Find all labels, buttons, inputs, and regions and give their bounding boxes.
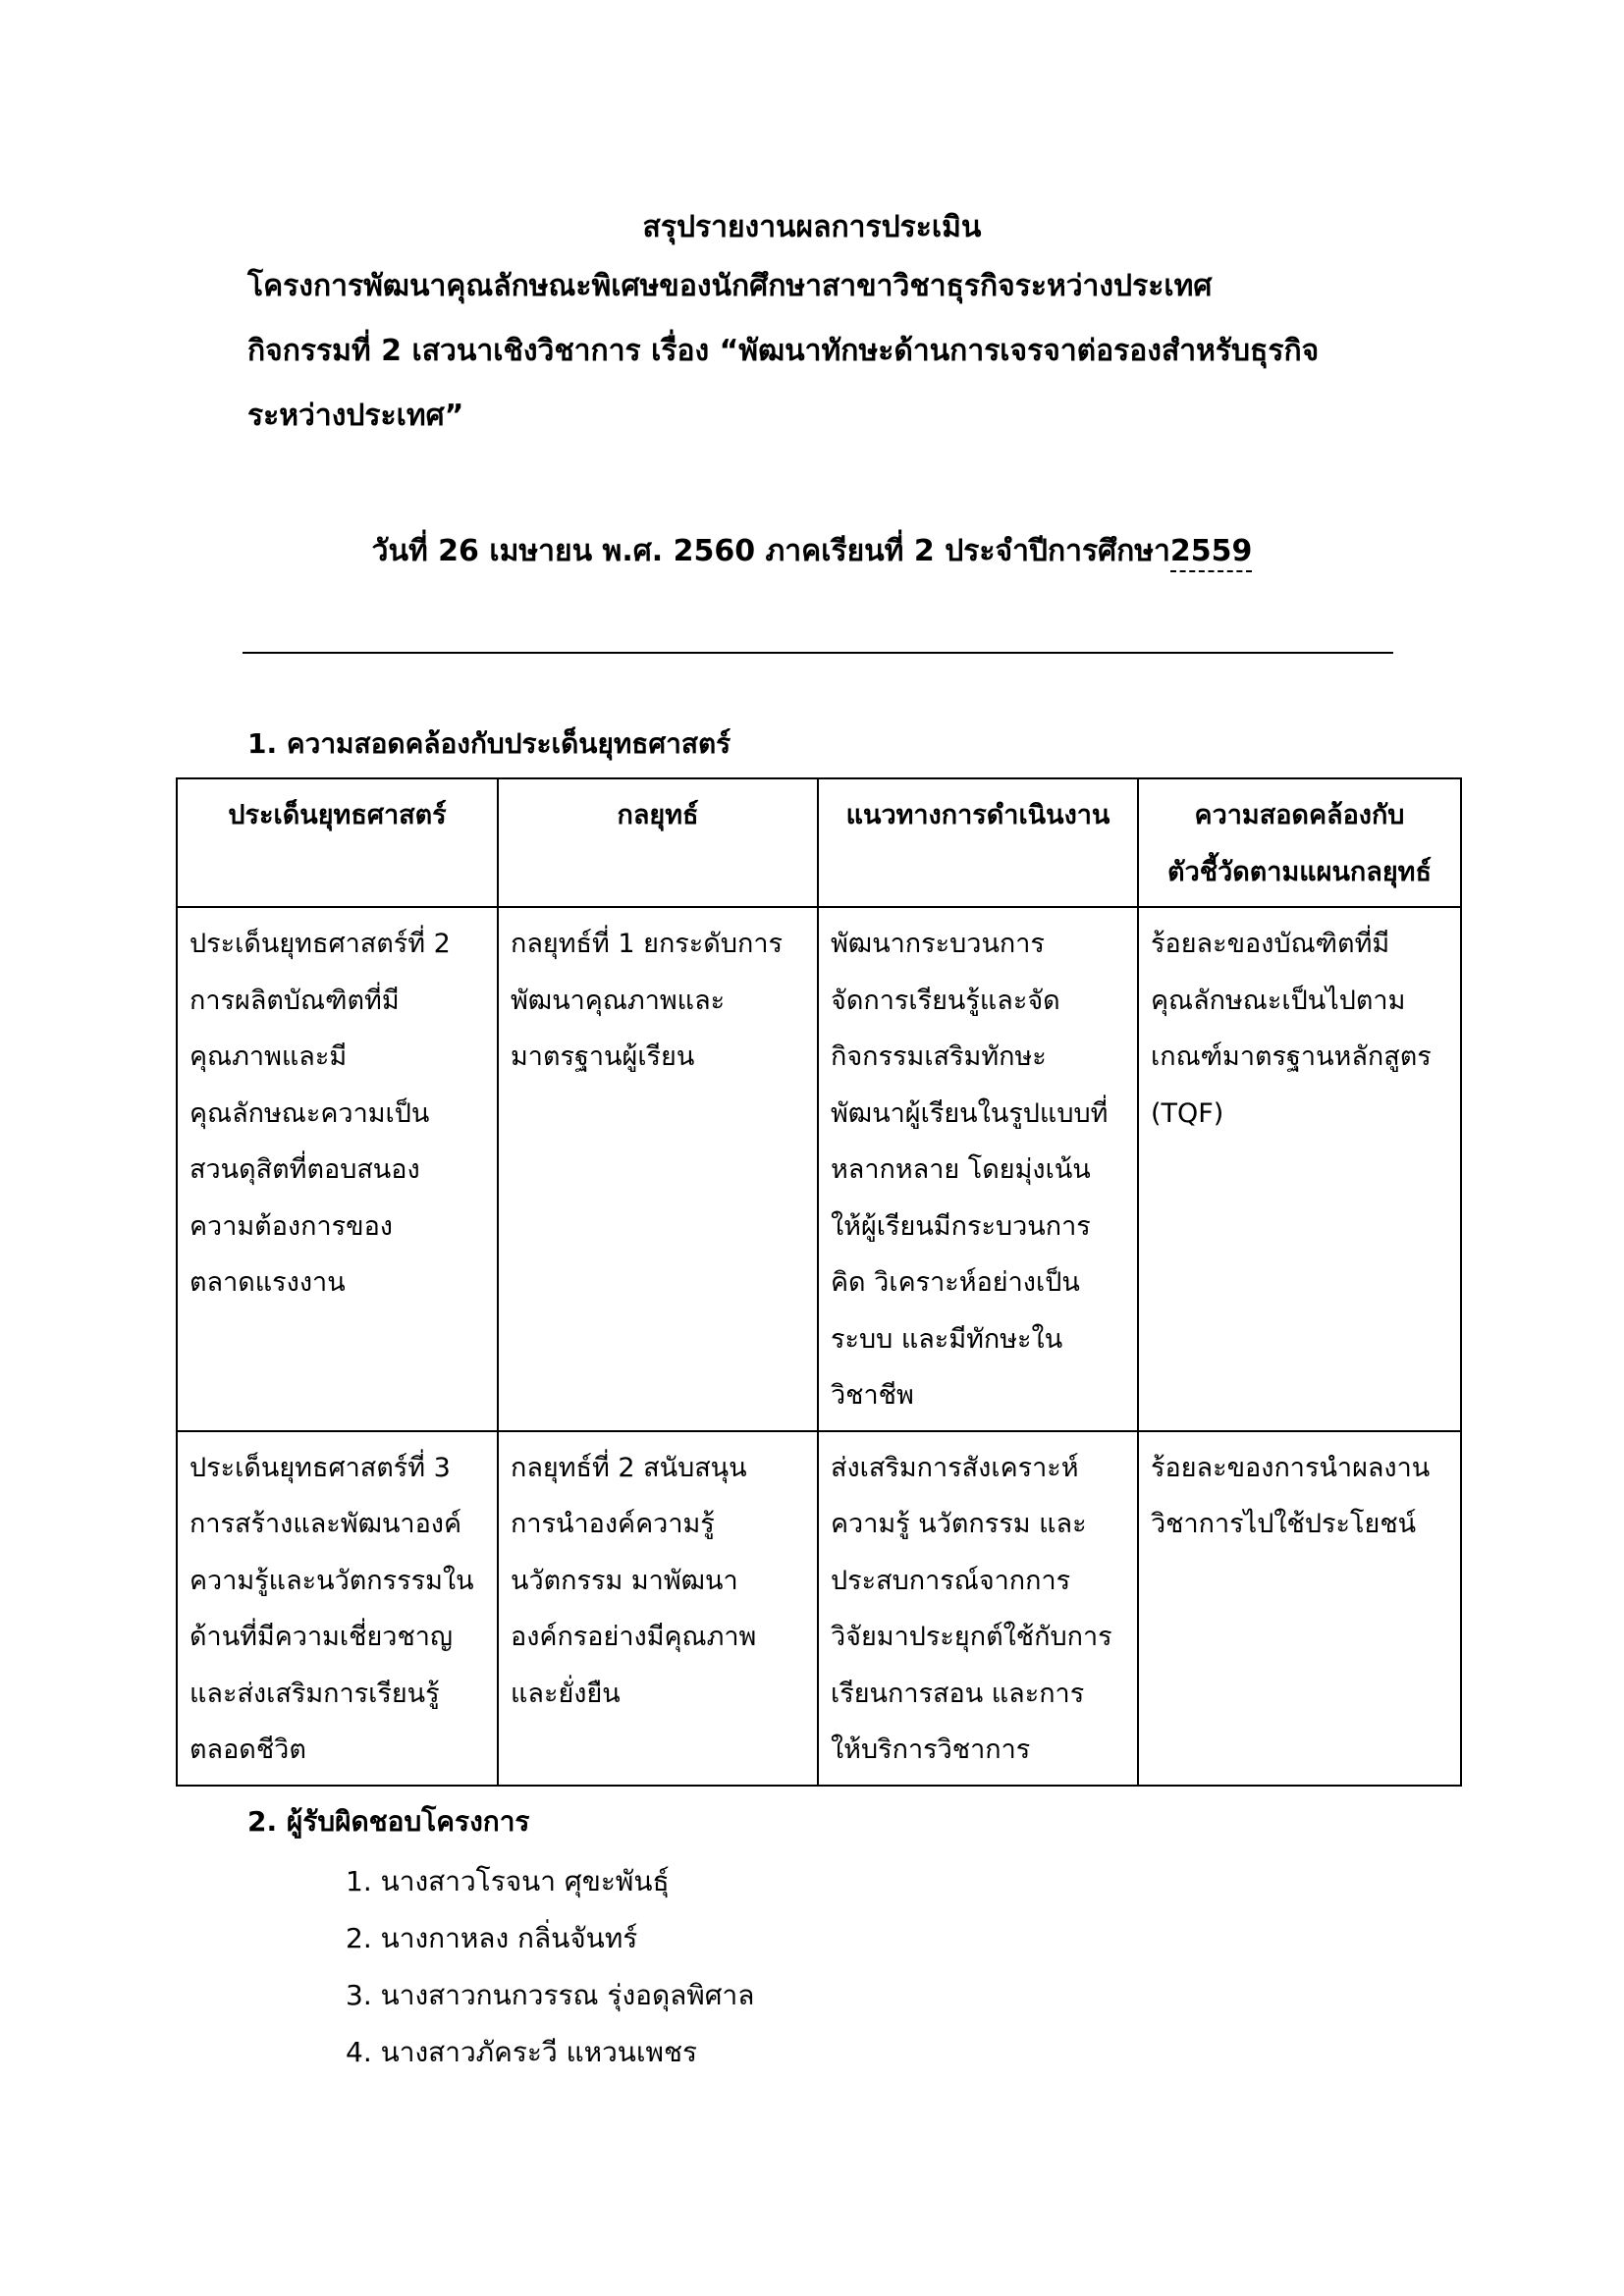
table-header-row bbox=[177, 778, 1461, 907]
list-item: 4. นางสาวภัคระวี แหวนเพชร bbox=[346, 2036, 698, 2068]
table-row bbox=[177, 907, 1461, 1431]
table-row bbox=[177, 1431, 1461, 1786]
column-header-approach: แนวทางการดำเนินงาน bbox=[818, 778, 1138, 907]
event-date bbox=[0, 532, 1624, 571]
cell-strategy: กลยุทธ์ที่ 2 สนับสนุน การนำองค์ความรู้ นวัตกรรม มาพัฒนา องค์กรอย่างมีคุณภาพ และยั่งยืน bbox=[498, 1431, 818, 1786]
cell-indicator: ร้อยละของการนำผลงาน วิชาการไปใช้ประโยชน์ bbox=[1138, 1431, 1461, 1786]
divider-line bbox=[243, 652, 1393, 654]
cell-issue: ประเด็นยุทธศาสตร์ที่ 3 การสร้างและพัฒนาองค์ ความรู้และนวัตกรรรมใน ด้านที่มีความเชี่ยวชาญ และส่งเสริมการเรียนรู้ ตลอดชีวิต bbox=[177, 1431, 498, 1786]
column-header-indicator: ความสอดคล้องกับ ตัวชี้วัดตามแผนกลยุทธ์ bbox=[1138, 778, 1461, 907]
responsible-persons-list bbox=[346, 1853, 754, 2081]
column-header-issue: ประเด็นยุทธศาสตร์ bbox=[177, 778, 498, 907]
report-title: สรุปรายงานผลการประเมิน bbox=[642, 210, 982, 244]
activity-title-line-1: กิจกรรมที่ 2 เสวนาเชิงวิชาการ เรื่อง “พัฒนาทักษะด้านการเจรจาต่อรองสำหรับธุรกิจ bbox=[247, 334, 1320, 368]
cell-indicator: ร้อยละของบัณฑิตที่มี คุณลักษณะเป็นไปตาม เกณฑ์มาตรฐานหลักสูตร (TQF) bbox=[1138, 907, 1461, 1431]
section-2-heading: 2. ผู้รับผิดชอบโครงการ bbox=[247, 1805, 530, 1838]
cell-approach: พัฒนากระบวนการ จัดการเรียนรู้และจัด กิจกรรมเสริมทักษะ พัฒนาผู้เรียนในรูปแบบที่ หลากหลาย โดยมุ่งเน้น ให้ผู้เรียนมีกระบวนการ คิด วิเคราะห์อย่างเป็น ระบบ และมีทักษะใน วิชาชีพ bbox=[818, 907, 1138, 1431]
cell-approach: ส่งเสริมการสังเคราะห์ ความรู้ นวัตกรรม และ ประสบการณ์จากการ วิจัยมาประยุกต์ใช้กับการ เรียนการสอน และการ ให้บริการวิชาการ bbox=[818, 1431, 1138, 1786]
list-item: 3. นางสาวกนกวรรณ รุ่งอดุลพิศาล bbox=[346, 1979, 755, 2011]
strategy-alignment-table bbox=[176, 777, 1462, 1787]
cell-strategy: กลยุทธ์ที่ 1 ยกระดับการ พัฒนาคุณภาพและ มาตรฐานผู้เรียน bbox=[498, 907, 818, 1431]
academic-year: 2559 bbox=[1170, 534, 1253, 572]
section-1-heading: 1. ความสอดคล้องกับประเด็นยุทธศาสตร์ bbox=[247, 727, 731, 760]
project-name: โครงการพัฒนาคุณลักษณะพิเศษของนักศึกษาสาขาวิชาธุรกิจระหว่างประเทศ bbox=[247, 269, 1213, 303]
event-date-text: วันที่ 26 เมษายน พ.ศ. 2560 ภาคเรียนที่ 2 ประจำปีการศึกษา bbox=[371, 534, 1170, 568]
cell-issue: ประเด็นยุทธศาสตร์ที่ 2 การผลิตบัณฑิตที่มี คุณภาพและมี คุณลักษณะความเป็น สวนดุสิตที่ตอบสนอง ความต้องการของ ตลาดแรงงาน bbox=[177, 907, 498, 1431]
list-item: 1. นางสาวโรจนา ศุขะพันธุ์ bbox=[346, 1865, 670, 1897]
activity-title-line-2: ระหว่างประเทศ” bbox=[247, 399, 464, 433]
column-header-strategy: กลยุทธ์ bbox=[498, 778, 818, 907]
list-item: 2. นางกาหลง กลิ่นจันทร์ bbox=[346, 1922, 638, 1954]
